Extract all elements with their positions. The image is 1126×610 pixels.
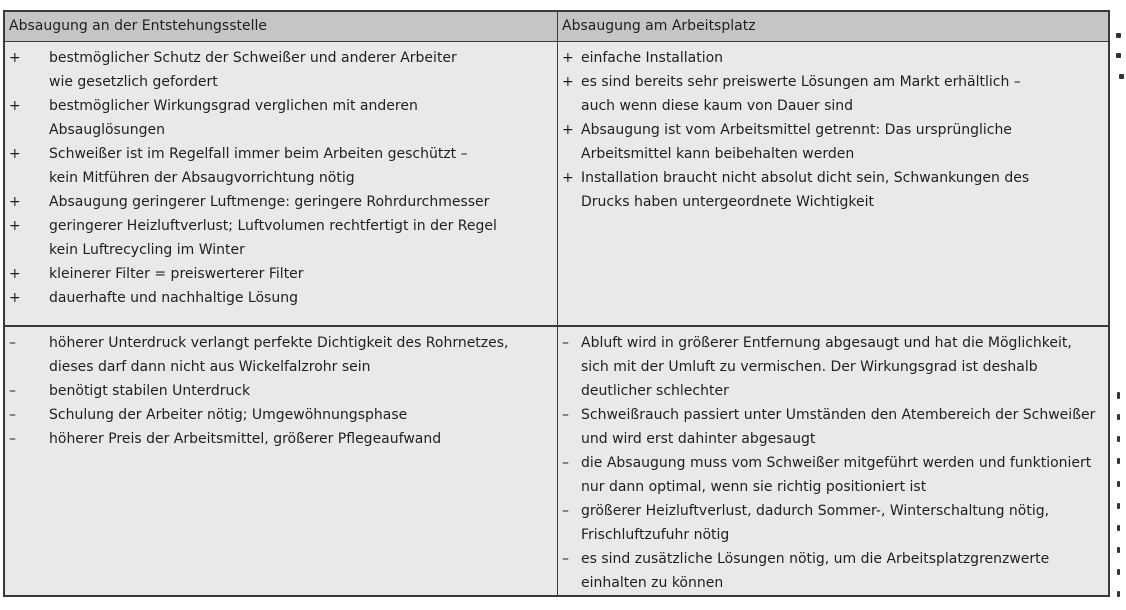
item-text (581, 451, 1091, 499)
item-line: kein Luftrecycling im Winter (49, 242, 245, 258)
list-item (5, 190, 557, 214)
item-text (581, 547, 1049, 595)
item-line: benötigt stabilen Unterdruck (49, 383, 251, 399)
item-line: Installation braucht nicht absolut dicht sein, Schwankungen des (581, 170, 1030, 186)
list-item (558, 46, 1108, 70)
item-text (49, 46, 457, 94)
list-item (558, 331, 1108, 403)
item-text (49, 262, 304, 286)
item-text (581, 166, 1029, 214)
minus-symbol: – (562, 335, 569, 351)
item-line: Drucks haben untergeordnete Wichtigkeit (581, 194, 874, 210)
plus-symbol: + (562, 170, 574, 186)
item-line: Absauglösungen (49, 122, 165, 138)
item-line: sich mit der Umluft zu vermischen. Der Wirkungsgrad ist deshalb (581, 359, 1038, 375)
item-line: die Absaugung muss vom Schweißer mitgeführt werden und funktioniert (581, 455, 1092, 471)
item-line: höherer Preis der Arbeitsmittel, größerer Pflegeaufwand (49, 431, 442, 447)
item-text (49, 331, 509, 379)
minus-symbol: – (562, 503, 569, 519)
item-line: auch wenn diese kaum von Dauer sind (581, 98, 854, 114)
plus-symbol: + (9, 50, 21, 66)
list-item (558, 118, 1108, 166)
item-line: kleinerer Filter = preiswerterer Filter (49, 266, 304, 282)
list-item (558, 70, 1108, 118)
item-line: Frischluftzufuhr nötig (581, 527, 730, 543)
item-line: einfache Installation (581, 50, 724, 66)
disadvantages-workplace-extraction (558, 327, 1108, 595)
list-item (558, 499, 1108, 547)
item-line: bestmöglicher Schutz der Schweißer und anderer Arbeiter (49, 50, 457, 66)
item-line: höherer Unterdruck verlangt perfekte Dichtigkeit des Rohrnetzes, (49, 335, 509, 351)
plus-symbol: + (9, 218, 21, 234)
plus-symbol: + (562, 50, 574, 66)
comparison-table (3, 10, 1110, 597)
item-text (581, 331, 1072, 403)
item-text (49, 286, 298, 310)
header-source-extraction: Absaugung an der Entstehungsstelle (5, 12, 558, 42)
list-item (5, 214, 557, 262)
item-line: Schweißer ist im Regelfall immer beim Arbeiten geschützt – (49, 146, 468, 162)
list-item (5, 331, 557, 379)
item-line: Arbeitsmittel kann beibehalten werden (581, 146, 855, 162)
list-item (558, 403, 1108, 451)
plus-symbol: + (9, 146, 21, 162)
item-text (49, 94, 418, 142)
minus-symbol: – (562, 407, 569, 423)
minus-symbol: – (562, 455, 569, 471)
item-text (49, 403, 407, 427)
list-item (558, 547, 1108, 595)
item-text (49, 190, 489, 214)
plus-symbol: + (9, 290, 21, 306)
list-item (5, 286, 557, 310)
advantages-source-extraction (5, 42, 558, 327)
item-line: wie gesetzlich gefordert (49, 74, 218, 90)
item-text (581, 499, 1049, 547)
disadvantages-source-extraction (5, 327, 558, 595)
minus-symbol: – (9, 383, 16, 399)
item-line: und wird erst dahinter abgesaugt (581, 431, 816, 447)
item-text (49, 214, 497, 262)
plus-symbol: + (562, 122, 574, 138)
list-item (5, 427, 557, 451)
item-line: nur dann optimal, wenn sie richtig positioniert ist (581, 479, 927, 495)
item-line: größerer Heizluftverlust, dadurch Sommer-, Winterschaltung nötig, (581, 503, 1050, 519)
header-workplace-extraction: Absaugung am Arbeitsplatz (558, 12, 1108, 42)
list-item (5, 94, 557, 142)
advantages-workplace-extraction (558, 42, 1108, 327)
minus-symbol: – (562, 551, 569, 567)
list-item (558, 166, 1108, 214)
plus-symbol: + (562, 74, 574, 90)
item-line: Schweißrauch passiert unter Umständen den Atembereich der Schweißer (581, 407, 1096, 423)
plus-symbol: + (9, 194, 21, 210)
minus-symbol: – (9, 407, 16, 423)
list-item (5, 262, 557, 286)
item-text (581, 118, 1012, 166)
list-item (5, 379, 557, 403)
minus-symbol: – (9, 431, 16, 447)
item-line: es sind bereits sehr preiswerte Lösungen am Markt erhältlich – (581, 74, 1021, 90)
item-line: dauerhafte und nachhaltige Lösung (49, 290, 298, 306)
item-line: Abluft wird in größerer Entfernung abgesaugt und hat die Möglichkeit, (581, 335, 1072, 351)
item-line: Schulung der Arbeiter nötig; Umgewöhnungsphase (49, 407, 408, 423)
item-line: es sind zusätzliche Lösungen nötig, um die Arbeitsplatzgrenzwerte (581, 551, 1050, 567)
plus-symbol: + (9, 98, 21, 114)
item-line: Absaugung geringerer Luftmenge: geringere Rohrdurchmesser (49, 194, 490, 210)
item-line: dieses darf dann nicht aus Wickelfalzrohr sein (49, 359, 371, 375)
list-item (5, 403, 557, 427)
item-text (49, 427, 441, 451)
item-text (49, 379, 250, 403)
minus-symbol: – (9, 335, 16, 351)
page-edge-marks (1113, 0, 1126, 610)
item-line: Absaugung ist vom Arbeitsmittel getrennt: Das ursprüngliche (581, 122, 1012, 138)
plus-symbol: + (9, 266, 21, 282)
item-text (49, 142, 468, 190)
item-text (581, 70, 1021, 118)
item-line: geringerer Heizluftverlust; Luftvolumen rechtfertigt in der Regel (49, 218, 497, 234)
item-line: deutlicher schlechter (581, 383, 729, 399)
item-text (581, 46, 723, 70)
list-item (5, 142, 557, 190)
item-line: einhalten zu können (581, 575, 724, 591)
item-text (581, 403, 1095, 451)
list-item (5, 46, 557, 94)
item-line: kein Mitführen der Absaugvorrichtung nötig (49, 170, 355, 186)
list-item (558, 451, 1108, 499)
item-line: bestmöglicher Wirkungsgrad verglichen mit anderen (49, 98, 418, 114)
